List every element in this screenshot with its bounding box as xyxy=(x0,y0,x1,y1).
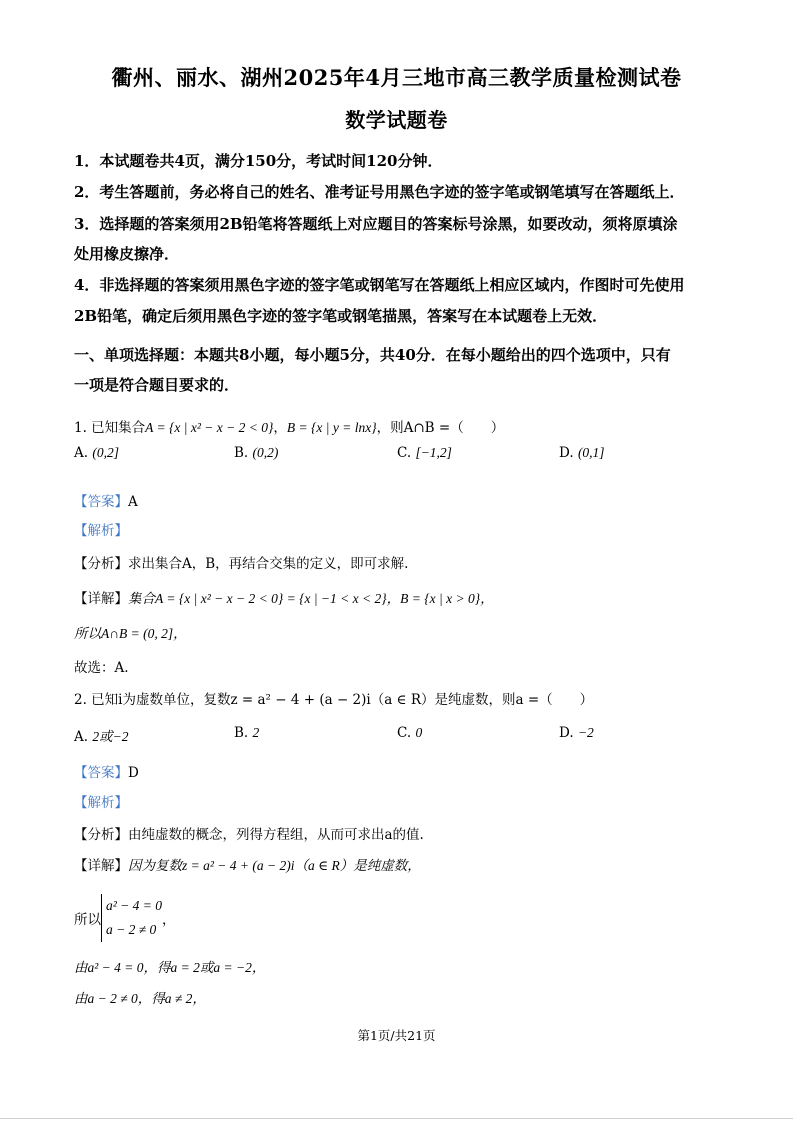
note-4: 4．非选择题的答案须用黑色字迹的签字笔或钢笔写在答题纸上相应区域内，作图时可先使用 xyxy=(74,276,685,294)
fenxi-tag: 【分析】 xyxy=(74,556,128,572)
page-subtitle: 数学试题卷 xyxy=(345,108,448,132)
q1-option-b[interactable] xyxy=(234,445,278,461)
note-3: 3．选择题的答案须用2B铅笔将答题纸上对应题目的答案标号涂黑，如要改动，须将原填涂 xyxy=(74,215,678,233)
system-eq-1: a² − 4 = 0 xyxy=(106,898,163,913)
q1-option-a[interactable] xyxy=(74,445,119,461)
option-label: D. xyxy=(559,725,574,741)
page-divider xyxy=(0,1118,793,1119)
q2-analysis-tag: 【解析】 xyxy=(74,795,128,811)
q1-set-b: B = {x | y = lnx} xyxy=(286,420,377,435)
q2-option-b[interactable] xyxy=(234,725,259,741)
q2-line-b: 由a − 2 ≠ 0，得a ≠ 2， xyxy=(74,991,206,1006)
q1-fenxi xyxy=(74,552,408,572)
question-2-stem: 2. 已知i为虚数单位，复数z = a² − 4 + (a − 2)i（a ∈ R）是纯虚数，则a =（ ） xyxy=(74,692,594,708)
q1-line-2: 所以A∩B = (0, 2]， xyxy=(74,626,187,641)
note-4-cont: 2B铅笔，确定后须用黑色字迹的签字笔或钢笔描黑，答案写在本试题卷上无效． xyxy=(74,307,608,325)
q2-option-a[interactable] xyxy=(74,725,128,745)
suoyi-label: 所以 xyxy=(74,912,101,928)
answer-tag: 【答案】 xyxy=(74,765,128,781)
option-value: 2 xyxy=(252,725,260,740)
q1-answer xyxy=(74,490,138,510)
xiangjie-tag: 【详解】 xyxy=(74,858,128,874)
q2-line-a: 由a² − 4 = 0，得a = 2或a = −2， xyxy=(74,960,266,975)
option-value: 2或−2 xyxy=(92,729,129,744)
option-value: 0 xyxy=(415,725,423,740)
option-label: B. xyxy=(234,725,249,741)
q2-option-d[interactable] xyxy=(559,725,594,741)
q1-option-c[interactable] xyxy=(397,445,452,461)
q1-option-d[interactable] xyxy=(559,445,605,461)
option-value: (0,2) xyxy=(252,445,279,460)
option-label: C. xyxy=(397,725,412,741)
q2-option-c[interactable] xyxy=(397,725,422,741)
section-heading-cont: 一项是符合题目要求的． xyxy=(74,376,240,394)
option-value: (0,2] xyxy=(92,445,119,460)
option-label: C. xyxy=(397,445,412,461)
option-value: [−1,2] xyxy=(415,445,452,460)
xiangjie-tag: 【详解】 xyxy=(74,591,128,607)
page-number: 第1页/共21页 xyxy=(357,1028,436,1043)
note-3-cont: 处用橡皮擦净． xyxy=(74,245,180,263)
question-1-stem xyxy=(74,416,504,436)
note-2: 2．考生答题前，务必将自己的姓名、准考证号用黑色字迹的签字笔或钢笔填写在答题纸上． xyxy=(74,183,685,201)
equation-system xyxy=(101,894,162,942)
page-title: 衢州、丽水、湖州2025年4月三地市高三教学质量检测试卷 xyxy=(111,65,682,90)
answer-tag: 【答案】 xyxy=(74,494,128,510)
answer-value: A xyxy=(128,494,138,510)
option-label: A. xyxy=(74,729,89,745)
q2-fenxi xyxy=(74,823,424,843)
q2-system xyxy=(74,894,176,942)
option-label: B. xyxy=(234,445,249,461)
q2-answer xyxy=(74,761,139,781)
q1-suffix: ，则A∩B =（ ） xyxy=(376,420,505,436)
option-label: D. xyxy=(559,445,574,461)
xiangjie-text: 因为复数z = a² − 4 + (a − 2)i（a ∈ R）是纯虚数， xyxy=(128,858,421,873)
fenxi-text: 求出集合A，B，再结合交集的定义，即可求解. xyxy=(128,556,409,572)
fenxi-tag: 【分析】 xyxy=(74,827,128,843)
q1-line-3: 故选：A. xyxy=(74,660,129,676)
system-eq-2: a − 2 ≠ 0 xyxy=(106,922,157,937)
option-value: −2 xyxy=(577,725,594,740)
note-1: 1．本试题卷共4页，满分150分，考试时间120分钟． xyxy=(74,152,443,170)
xiangjie-text: 集合A = {x | x² − x − 2 < 0} = {x | −1 < x < 2}，B = {x | x > 0}， xyxy=(128,591,494,606)
q2-xiangjie xyxy=(74,854,421,874)
q1-prefix: 1. 已知集合 xyxy=(74,420,146,436)
option-label: A. xyxy=(74,445,89,461)
option-value: (0,1] xyxy=(577,445,605,460)
section-heading: 一、单项选择题：本题共8小题，每小题5分，共40分．在每小题给出的四个选项中，只有 xyxy=(74,346,671,364)
q1-xiangjie xyxy=(74,587,494,607)
answer-value: D xyxy=(128,765,139,781)
fenxi-text: 由纯虚数的概念，列得方程组，从而可求出a的值. xyxy=(128,827,424,843)
system-end: ， xyxy=(162,912,176,928)
q1-analysis-tag: 【解析】 xyxy=(74,523,128,539)
q1-set-a: A = {x | x² − x − 2 < 0} xyxy=(145,420,274,435)
q1-separator: ， xyxy=(273,420,287,436)
